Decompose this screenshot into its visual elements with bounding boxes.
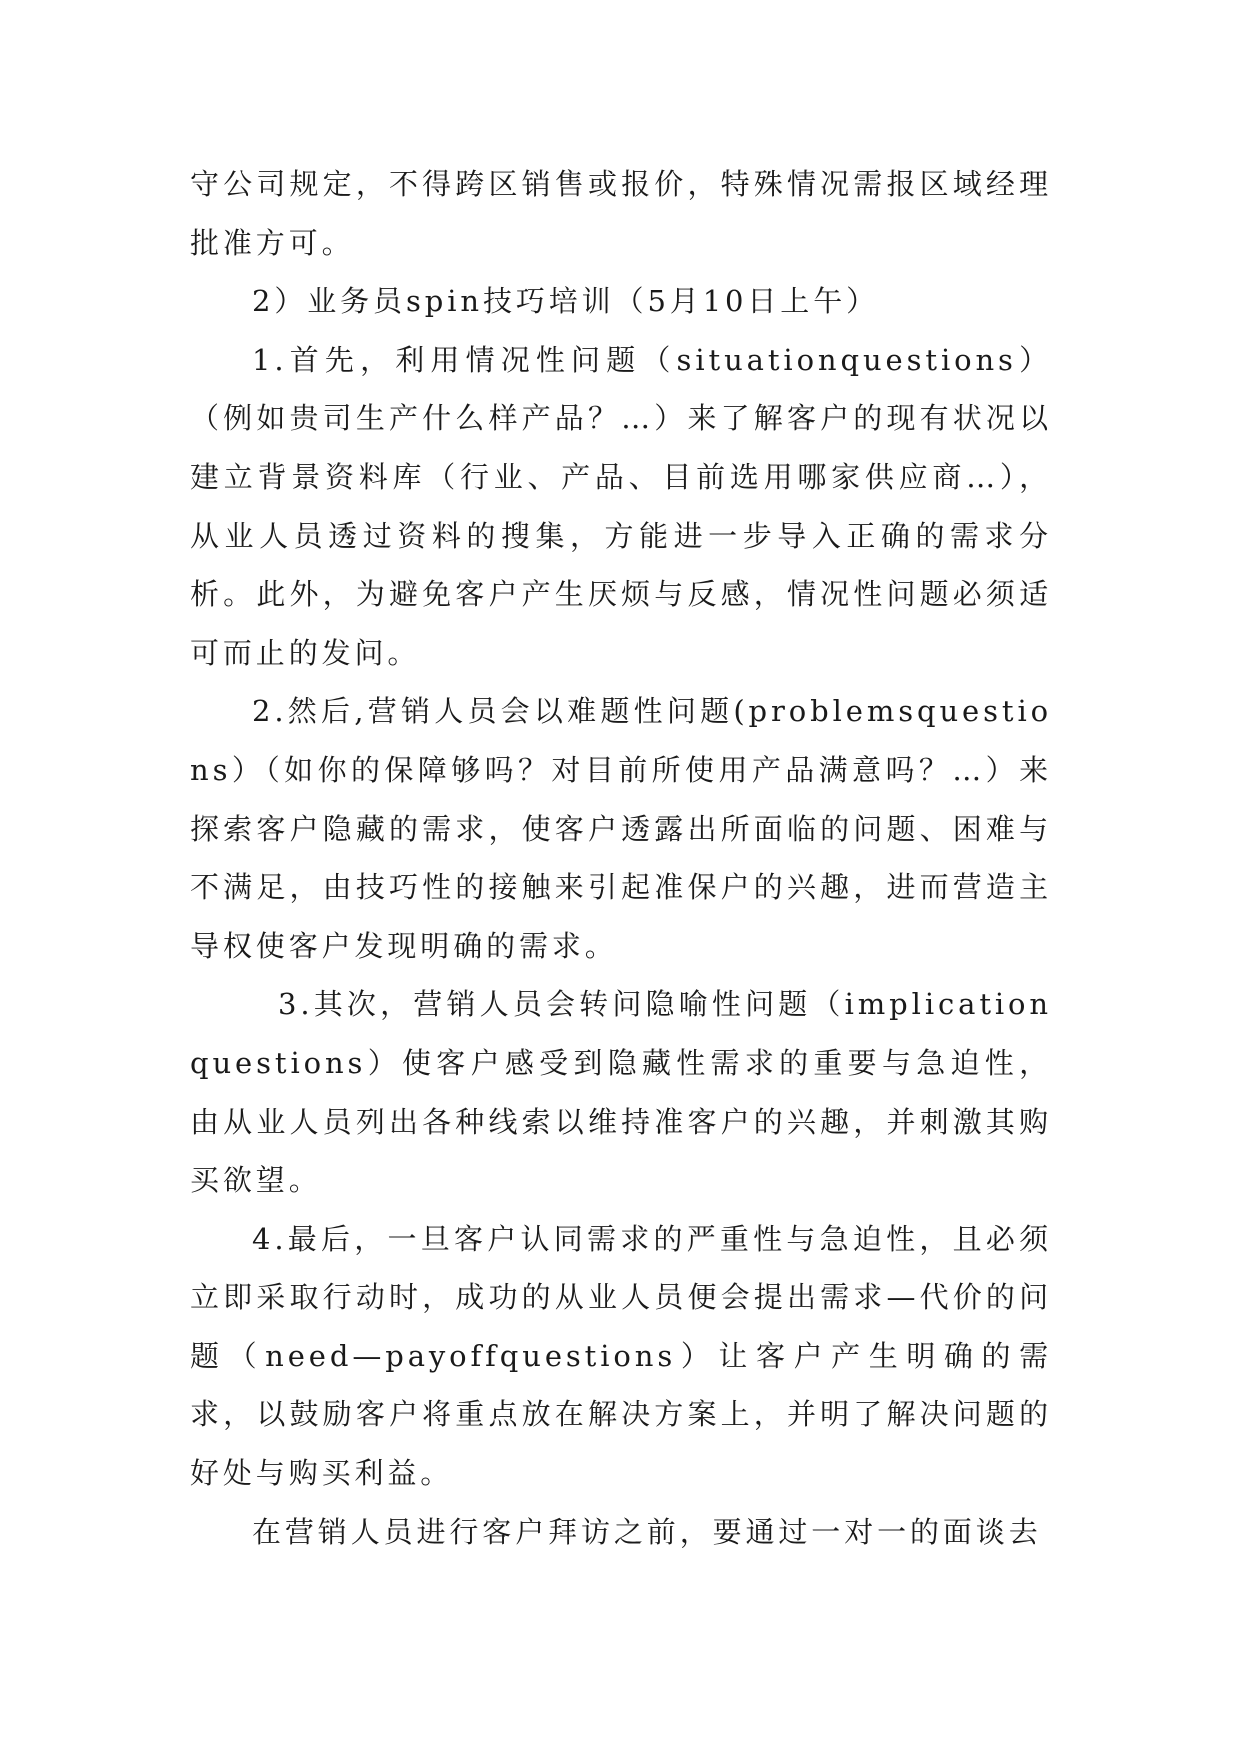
paragraph-implication-questions: 3.其次，营销人员会转问隐喻性问题（implicationquestions）使客户感受到隐藏性需求的重要与急迫性，由从业人员列出各种线索以维持准客户的兴趣，并刺激其购买欲望。 — [190, 987, 1052, 1198]
paragraph-problem-questions: 2.然后,营销人员会以难题性问题(problemsquestions）（如你的保障够吗？对目前所使用产品满意吗？…）来探索客户隐藏的需求，使客户透露出所面临的问题、困难与不满足，由技巧性的接触来引起准保户的兴趣，进而营造主导权使客户发现明确的需求。 — [190, 694, 1052, 963]
section-heading: 2）业务员spin技巧培训（5月10日上午） — [252, 284, 880, 319]
paragraph-need-payoff-questions: 4.最后，一旦客户认同需求的严重性与急迫性，且必须立即采取行动时，成功的从业人员便会提出需求—代价的问题（need—payoffquestions）让客户产生明确的需求，以鼓励客户将重点放在解决方案上，并明了解决问题的好处与购买利益。 — [190, 1221, 1052, 1491]
paragraph-closing: 在营销人员进行客户拜访之前，要通过一对一的面谈去 — [252, 1514, 1042, 1549]
paragraph-continuation: 守公司规定，不得跨区销售或报价，特殊情况需报区域经理批准方可。 — [190, 167, 1052, 260]
paragraph-situation-questions: 1.首先，利用情况性问题（situationquestions）（例如贵司生产什么样产品？…）来了解客户的现有状况以建立背景资料库（行业、产品、目前选用哪家供应商…），从业人员透过资料的搜集，方能进一步导入正确的需求分析。此外，为避免客户产生厌烦与反感，情况性问题必须适可而止的发问。 — [190, 342, 1052, 670]
body-text — [190, 155, 1052, 1561]
